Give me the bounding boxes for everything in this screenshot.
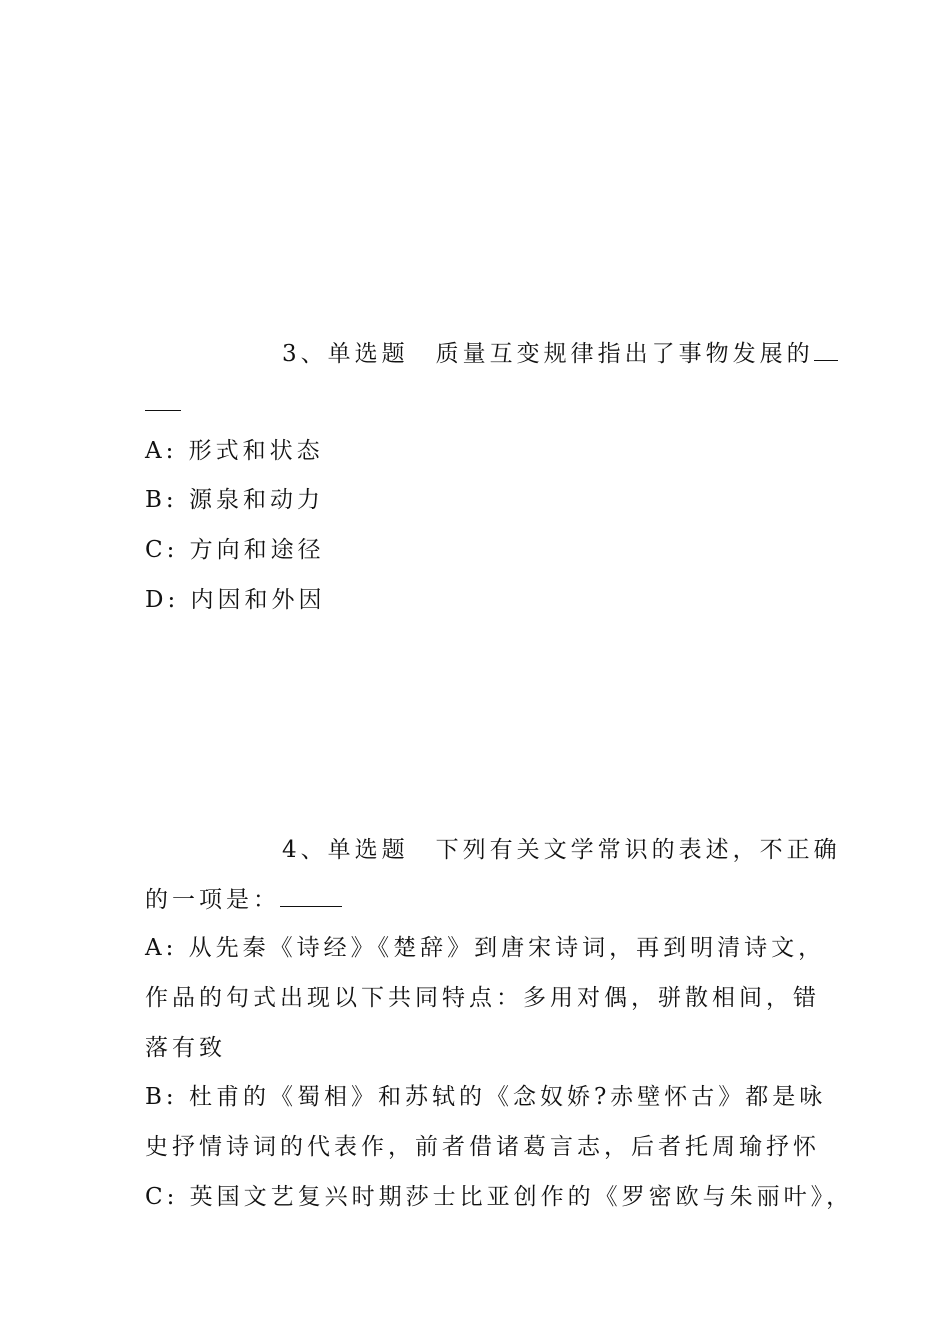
q3-stem-text: 3、单选题 质量互变规律指出了事物发展的 xyxy=(282,341,814,367)
q4-stem-line2 xyxy=(145,884,342,915)
q4-option-b-line1 xyxy=(145,1082,826,1112)
q3-option-b-label: B: xyxy=(145,487,178,513)
q4-option-b-text-1: 杜甫的《蜀相》和苏轼的《念奴娇?赤壁怀古》都是咏 xyxy=(188,1084,827,1110)
q4-option-a-text-3: 落有致 xyxy=(145,1035,226,1061)
q3-stem xyxy=(282,338,838,369)
q4-stem-line2-text: 的一项是： xyxy=(145,887,280,913)
q3-option-a xyxy=(145,436,324,466)
q3-answer-blank-continuation xyxy=(145,388,181,411)
q3-option-c-label: C: xyxy=(145,537,179,563)
q3-option-c-text: 方向和途径 xyxy=(189,537,325,563)
q3-option-b-text: 源泉和动力 xyxy=(188,487,324,513)
q3-option-a-text: 形式和状态 xyxy=(188,438,324,464)
q3-option-d-text: 内因和外因 xyxy=(190,587,326,613)
q4-option-a-text-1: 从先秦《诗经》《楚辞》到唐宋诗词，再到明清诗文， xyxy=(188,935,826,961)
q4-option-c-line1 xyxy=(145,1182,853,1212)
q4-option-c-label: C: xyxy=(145,1184,179,1210)
q3-option-b xyxy=(145,485,324,515)
q4-option-c-text-1: 英国文艺复兴时期莎士比亚创作的《罗密欧与朱丽叶》， xyxy=(189,1184,854,1210)
q4-option-a-line1 xyxy=(145,933,825,963)
q3-answer-blank xyxy=(814,338,838,361)
q3-option-d-label: D: xyxy=(145,587,180,613)
q3-option-d xyxy=(145,585,326,615)
q4-answer-blank xyxy=(280,884,342,907)
q4-option-a-line3 xyxy=(145,1033,226,1063)
q4-option-a-line2 xyxy=(145,983,820,1013)
q3-option-a-label: A: xyxy=(145,438,178,464)
q4-option-b-label: B: xyxy=(145,1084,178,1110)
q3-option-c xyxy=(145,535,325,565)
q4-option-b-line2 xyxy=(145,1132,820,1162)
q3-stem-blank-continuation xyxy=(145,388,181,419)
q4-stem-line1 xyxy=(282,835,841,865)
q4-option-a-text-2: 作品的句式出现以下共同特点：多用对偶，骈散相间，错 xyxy=(145,985,820,1011)
q4-option-b-text-2: 史抒情诗词的代表作，前者借诸葛言志，后者托周瑜抒怀 xyxy=(145,1134,820,1160)
q4-option-a-label: A: xyxy=(145,935,178,961)
q4-stem-line1-text: 4、单选题 下列有关文学常识的表述，不正确 xyxy=(282,837,841,863)
